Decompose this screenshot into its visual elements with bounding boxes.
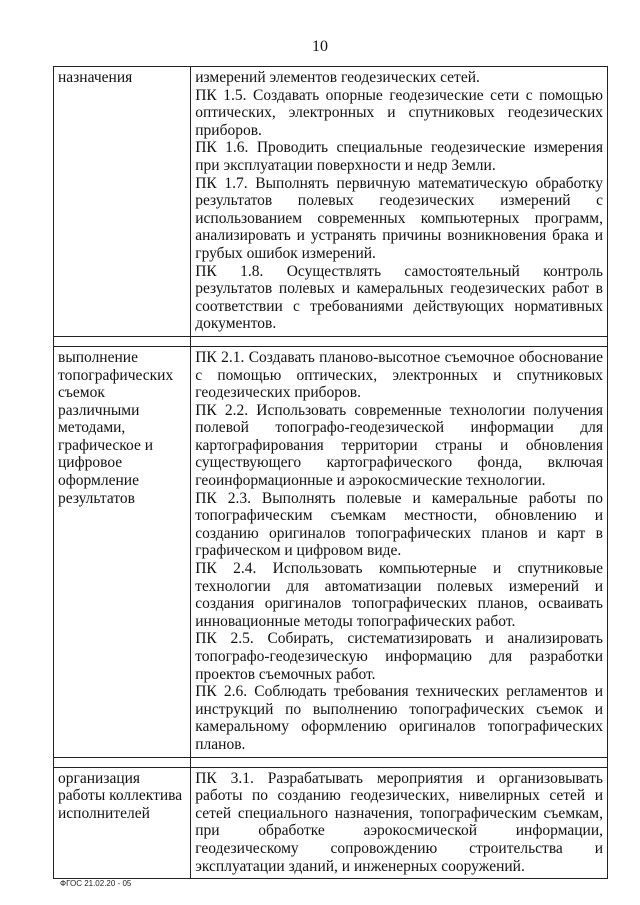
- page-number: 10: [312, 38, 328, 55]
- competency-text: ПК 2.5. Собирать, систематизировать и анализировать топографо-геодезическую информацию для разработки проектов съемочных работ.: [195, 630, 603, 683]
- competency-text: ПК 2.6. Соблюдать требования технических регламентов и инструкций по выполнению топографических съемок и камеральному оформлению оригиналов топографических планов.: [195, 683, 603, 753]
- table-row: [54, 767, 608, 879]
- competency-text: ПК 2.2. Использовать современные технологии получения полевой топографо-геодезической информации для картографирования территории страны и обновления существующего картографического фонда, включая геоинформационные и аэрокосмические технологии.: [195, 401, 603, 490]
- table-cell-activity: [54, 346, 191, 757]
- competency-text: ПК 1.6. Проводить специальные геодезические измерения при эксплуатации поверхности и недр Земли.: [195, 139, 603, 174]
- activity-label: организация работы коллектива исполнителей: [58, 769, 183, 822]
- table-cell-activity: [54, 67, 191, 337]
- activity-label: выполнение топографических съемок различными методами, графическое и цифровое оформление результатов: [58, 348, 174, 507]
- competency-text: измерений элементов геодезических сетей.: [195, 69, 480, 86]
- table-cell-competencies: [191, 67, 608, 337]
- competency-text: ПК 2.1. Создавать планово-высотное съемочное обоснование с помощью оптических, электронных и спутниковых геодезических приборов.: [195, 348, 603, 402]
- table-cell-competencies: [191, 767, 608, 879]
- competency-table: [53, 66, 608, 879]
- competency-text: ПК 1.5. Создавать опорные геодезические сети с помощью оптических, электронных и спутниковых геодезических приборов.: [195, 86, 603, 139]
- footer-document-code: ФГОС 21.02.20 - 05: [60, 879, 132, 888]
- competency-text: ПК 2.4. Использовать компьютерные и спутниковые технологии для автоматизации полевых измерений и создания оригиналов топографических планов, осваивать инновационные методы топографических работ.: [195, 560, 603, 630]
- table-row: [54, 67, 608, 337]
- table-row: [54, 346, 608, 757]
- competency-text: ПК 1.7. Выполнять первичную математическую обработку результатов полевых геодезических измерений с использованием современных компьютерных программ, анализировать и устранять причины возникновения брака и грубых ошибок измерений.: [195, 174, 603, 262]
- activity-label: назначения: [58, 69, 133, 86]
- competency-text: ПК 3.1. Разрабатывать мероприятия и организовывать работы по созданию геодезических, нивелирных сетей и сетей специального назначения, топографическим съемкам, при обработке аэрокосмической информации, геодезическому сопровождению строительства и эксплуатации зданий, и инженерных сооружений.: [195, 769, 603, 875]
- competency-text: ПК 1.8. Осуществлять самостоятельный контроль результатов полевых и камеральных геодезических работ в соответствии с требованиями действующих нормативных документов.: [195, 262, 603, 333]
- table-cell-activity: [54, 767, 191, 879]
- competency-text: ПК 2.3. Выполнять полевые и камеральные работы по топографическим съемкам местности, обновлению и созданию оригиналов топографических планов и карт в графическом и цифровом виде.: [195, 489, 603, 560]
- table-cell-competencies: [191, 346, 608, 757]
